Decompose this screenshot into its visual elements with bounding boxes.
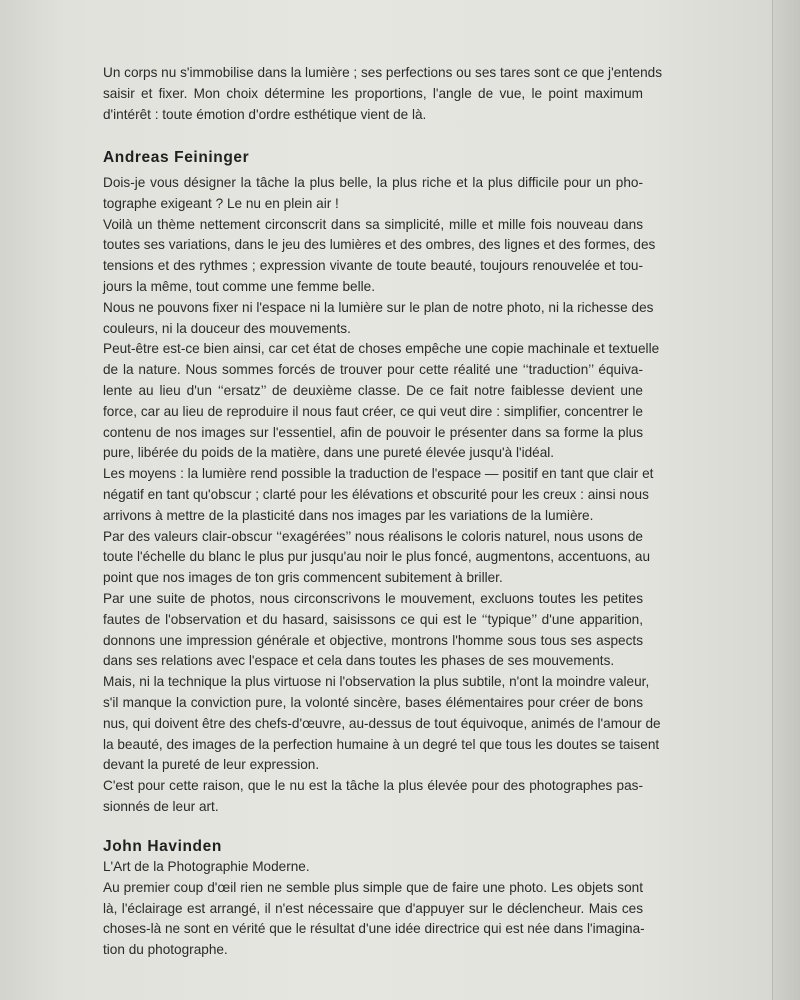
text-line: pure, libérée du poids de la matière, dans une pureté élevée jusqu'à l'idéal. (103, 445, 555, 461)
text-line: donnons une impression générale et objective, montrons l'homme sous tous ses aspects (103, 632, 643, 648)
text-line: force, car au lieu de reproduire il nous faut créer, ce qui veut dire : simplifier, concentrer le (103, 403, 643, 419)
text-line: contenu de nos images sur l'essentiel, afin de pouvoir le présenter dans sa forme la plus (103, 424, 643, 440)
text-line: là, l'éclairage est arrangé, il n'est nécessaire que d'appuyer sur le déclencheur. Mais ces (103, 900, 643, 916)
intro-line: Un corps nu s'immobilise dans la lumière ; ses perfections ou ses tares sont ce que j'entends (103, 65, 663, 80)
text-line: devant la pureté de leur expression. (103, 757, 320, 773)
text-line: Par des valeurs clair-obscur ‘‘exagérées’’ nous réalisons le coloris naturel, nous usons de (103, 528, 643, 544)
text-line: Les moyens : la lumière rend possible la traduction de l'espace — positif en tant que clair et (103, 466, 654, 482)
text-line: Nous ne pouvons fixer ni l'espace ni la lumière sur le plan de notre photo, ni la richesse des (103, 299, 654, 315)
text-line: choses-là ne sont en vérité que le résultat d'une idée directrice qui est née dans l'imagina- (103, 921, 645, 937)
text-line: Par une suite de photos, nous circonscrivons le mouvement, excluons toutes les petites (103, 590, 643, 606)
text-line: dans ses relations avec l'espace et cela dans toutes les phases de ses mouvements. (103, 653, 615, 669)
text-line: sionnés de leur art. (103, 798, 219, 814)
text-line: toutes ses variations, dans le jeu des lumières et des ombres, des lignes et des formes, des (103, 237, 656, 253)
page-edge (772, 0, 800, 1000)
text-line: tion du photographe. (103, 942, 228, 958)
text-line: L'Art de la Photographie Moderne. (103, 859, 310, 874)
text-line: négatif en tant qu'obscur ; clarté pour les élévations et obscurité pour les creux : ainsi nous (103, 486, 649, 502)
text-line: Mais, ni la technique la plus virtuose ni l'observation la plus subtile, n'ont la moindre valeur, (103, 674, 650, 690)
feininger-text (103, 173, 661, 818)
text-line: arrivons à mettre de la plasticité dans nos images par les variations de la lumière. (103, 507, 594, 523)
intro-line: d'intérêt : toute émotion d'ordre esthétique vient de là. (103, 106, 427, 122)
text-line: tensions et des rythmes ; expression vivante de toute beauté, toujours renouvelée et tou- (103, 258, 643, 274)
text-line: Voilà un thème nettement circonscrit dans sa simplicité, mille et mille fois nouveau dans (103, 216, 643, 232)
text-line: tographe exigeant ? Le nu en plein air ! (103, 195, 339, 211)
text-line: de la nature. Nous sommes forcés de trouver pour cette réalité une ‘‘traduction’’ équiva- (103, 362, 643, 378)
section-heading-feininger: Andreas Feininger (103, 149, 250, 166)
text-line: couleurs, ni la douceur des mouvements. (103, 320, 351, 336)
text-line: point que nos images de ton gris commencent subitement à briller. (103, 570, 503, 586)
intro-paragraph (103, 63, 663, 125)
text-line: jours la même, tout comme une femme belle. (103, 278, 375, 294)
text-line: toute l'échelle du blanc le plus pur jusqu'au noir le plus foncé, augmentons, accentuons, au (103, 549, 651, 565)
text-line: C'est pour cette raison, que le nu est la tâche la plus élevée pour des photographes pas- (103, 778, 643, 794)
intro-line: saisir et fixer. Mon choix détermine les proportions, l'angle de vue, le point maximum (103, 85, 643, 101)
text-line: s'il manque la conviction pure, la volonté sincère, bases élémentaires pour créer de bons (103, 694, 643, 710)
text-line: la beauté, des images de la perfection humaine à un degré tel que tous les doutes se taisent (103, 736, 660, 752)
text-line: Dois-je vous désigner la tâche la plus belle, la plus riche et la plus difficile pour un pho- (103, 175, 643, 190)
text-line: fautes de l'observation et du hasard, saisissons ce qui est le ‘‘typique’’ d'une apparition, (103, 611, 643, 627)
section-heading-havinden: John Havinden (103, 838, 222, 855)
havinden-text (103, 857, 643, 961)
text-line: nus, qui doivent être des chefs-d'œuvre, au-dessus de tout équivoque, animés de l'amour de (103, 715, 661, 731)
text-line: lente au lieu d'un ‘‘ersatz’’ de deuxième classe. De ce fait notre faiblesse devient une (103, 382, 643, 398)
text-line: Peut-être est-ce bien ainsi, car cet état de choses empêche une copie machinale et textuelle (103, 341, 660, 357)
text-line: Au premier coup d'œil rien ne semble plus simple que de faire une photo. Les objets sont (103, 879, 643, 895)
